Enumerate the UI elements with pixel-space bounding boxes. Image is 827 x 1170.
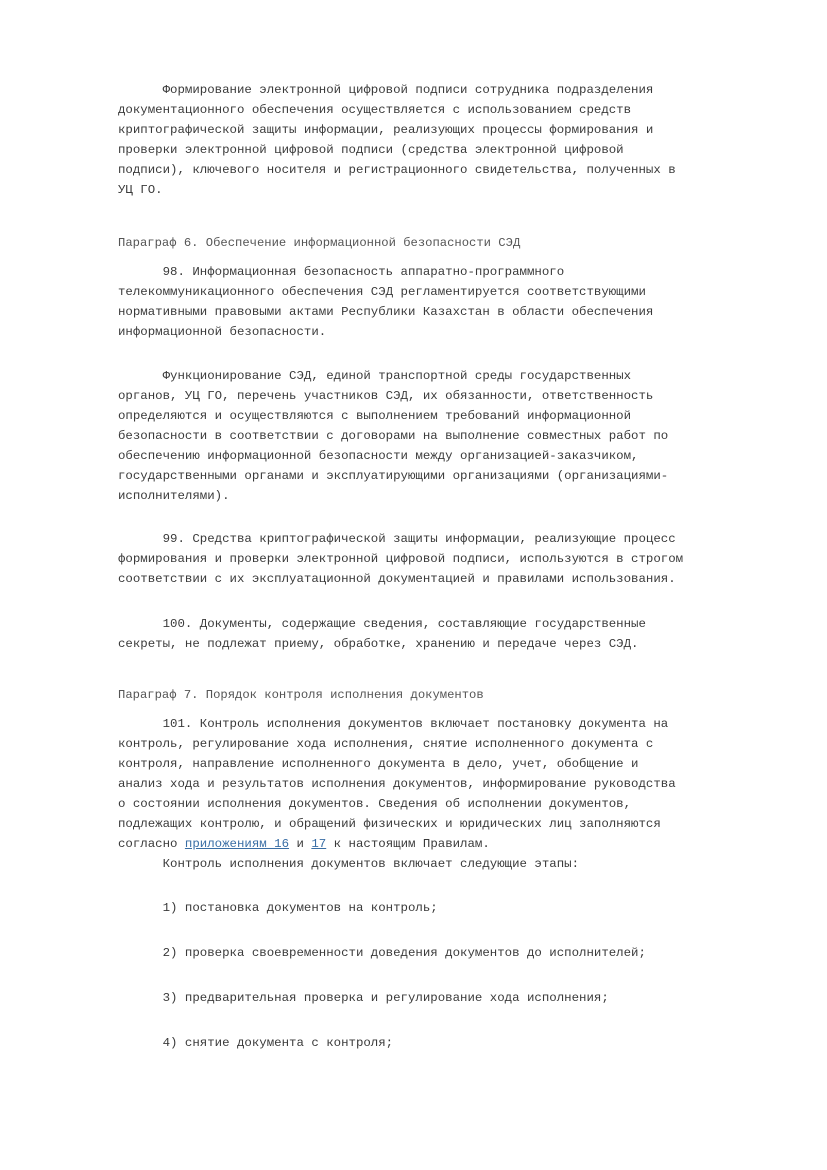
appendix-prefix: согласно <box>118 837 185 851</box>
paragraph-functioning: Функционирование СЭД, единой транспортной среды государственных органов, УЦ ГО, перечень участников СЭД, их обязанности, ответственность определяются и осуществляются с выполнением требований информационной безопасности в соответствии с договорами на выполнение совместных работ по обеспечению информационной безопасности между организацией-заказчиком, государственными органами и эксплуатирующими организациями (организациями- исполнителями). <box>118 369 669 503</box>
paragraph-101-appendix-line <box>118 834 768 854</box>
paragraph-esign-formation: Формирование электронной цифровой подписи сотрудника подразделения документационного обеспечения осуществляется с использованием средств криптографической защиты информации, реализующих процессы формирования и проверки электронной цифровой подписи (средства электронной цифровой подписи), ключевого носителя и регистрационного свидетельства, полученных в УЦ ГО. <box>118 83 676 197</box>
paragraph-99: 99. Средства криптографической защиты информации, реализующие процесс формирования и проверки электронной цифровой подписи, используются в строгом соответствии с их эксплуатационной документацией и правилами использования. <box>118 532 684 586</box>
appendix-17-link[interactable]: 17 <box>311 837 327 851</box>
list-item-stage-2: 2) проверка своевременности доведения документов до исполнителей; <box>118 946 646 960</box>
paragraph-control-stages: Контроль исполнения документов включает следующие этапы: <box>118 857 580 871</box>
paragraph-100: 100. Документы, содержащие сведения, составляющие государственные секреты, не подлежат приему, обработке, хранению и передаче через СЭД. <box>118 617 646 651</box>
appendix-16-link[interactable]: приложениям 16 <box>184 837 290 851</box>
list-item-stage-4: 4) снятие документа с контроля; <box>118 1036 394 1050</box>
list-item-stage-3: 3) предварительная проверка и регулирование хода исполнения; <box>118 991 609 1005</box>
list-item-stage-1: 1) постановка документов на контроль; <box>118 901 438 915</box>
section-heading-6: Параграф 6. Обеспечение информационной безопасности СЭД <box>118 236 521 250</box>
paragraph-98: 98. Информационная безопасность аппаратно-программного телекоммуникационного обеспечения СЭД регламентируется соответствующими нормативными правовыми актами Республики Казахстан в области обеспечения информационной безопасности. <box>118 265 654 339</box>
appendix-suffix: к настоящим Правилам. <box>326 837 490 851</box>
section-heading-7: Параграф 7. Порядок контроля исполнения документов <box>118 688 484 702</box>
paragraph-101: 101. Контроль исполнения документов включает постановку документа на контроль, регулирование хода исполнения, снятие исполненного документа с контроля, направление исполненного документа в дело, учет, обобщение и анализ хода и результатов исполнения документов, информирование руководства о состоянии исполнения документов. Сведения об исполнении документов, подлежащих контролю, и обращений физических и юридических лиц заполняются <box>118 717 676 831</box>
appendix-conjunction: и <box>289 837 312 851</box>
